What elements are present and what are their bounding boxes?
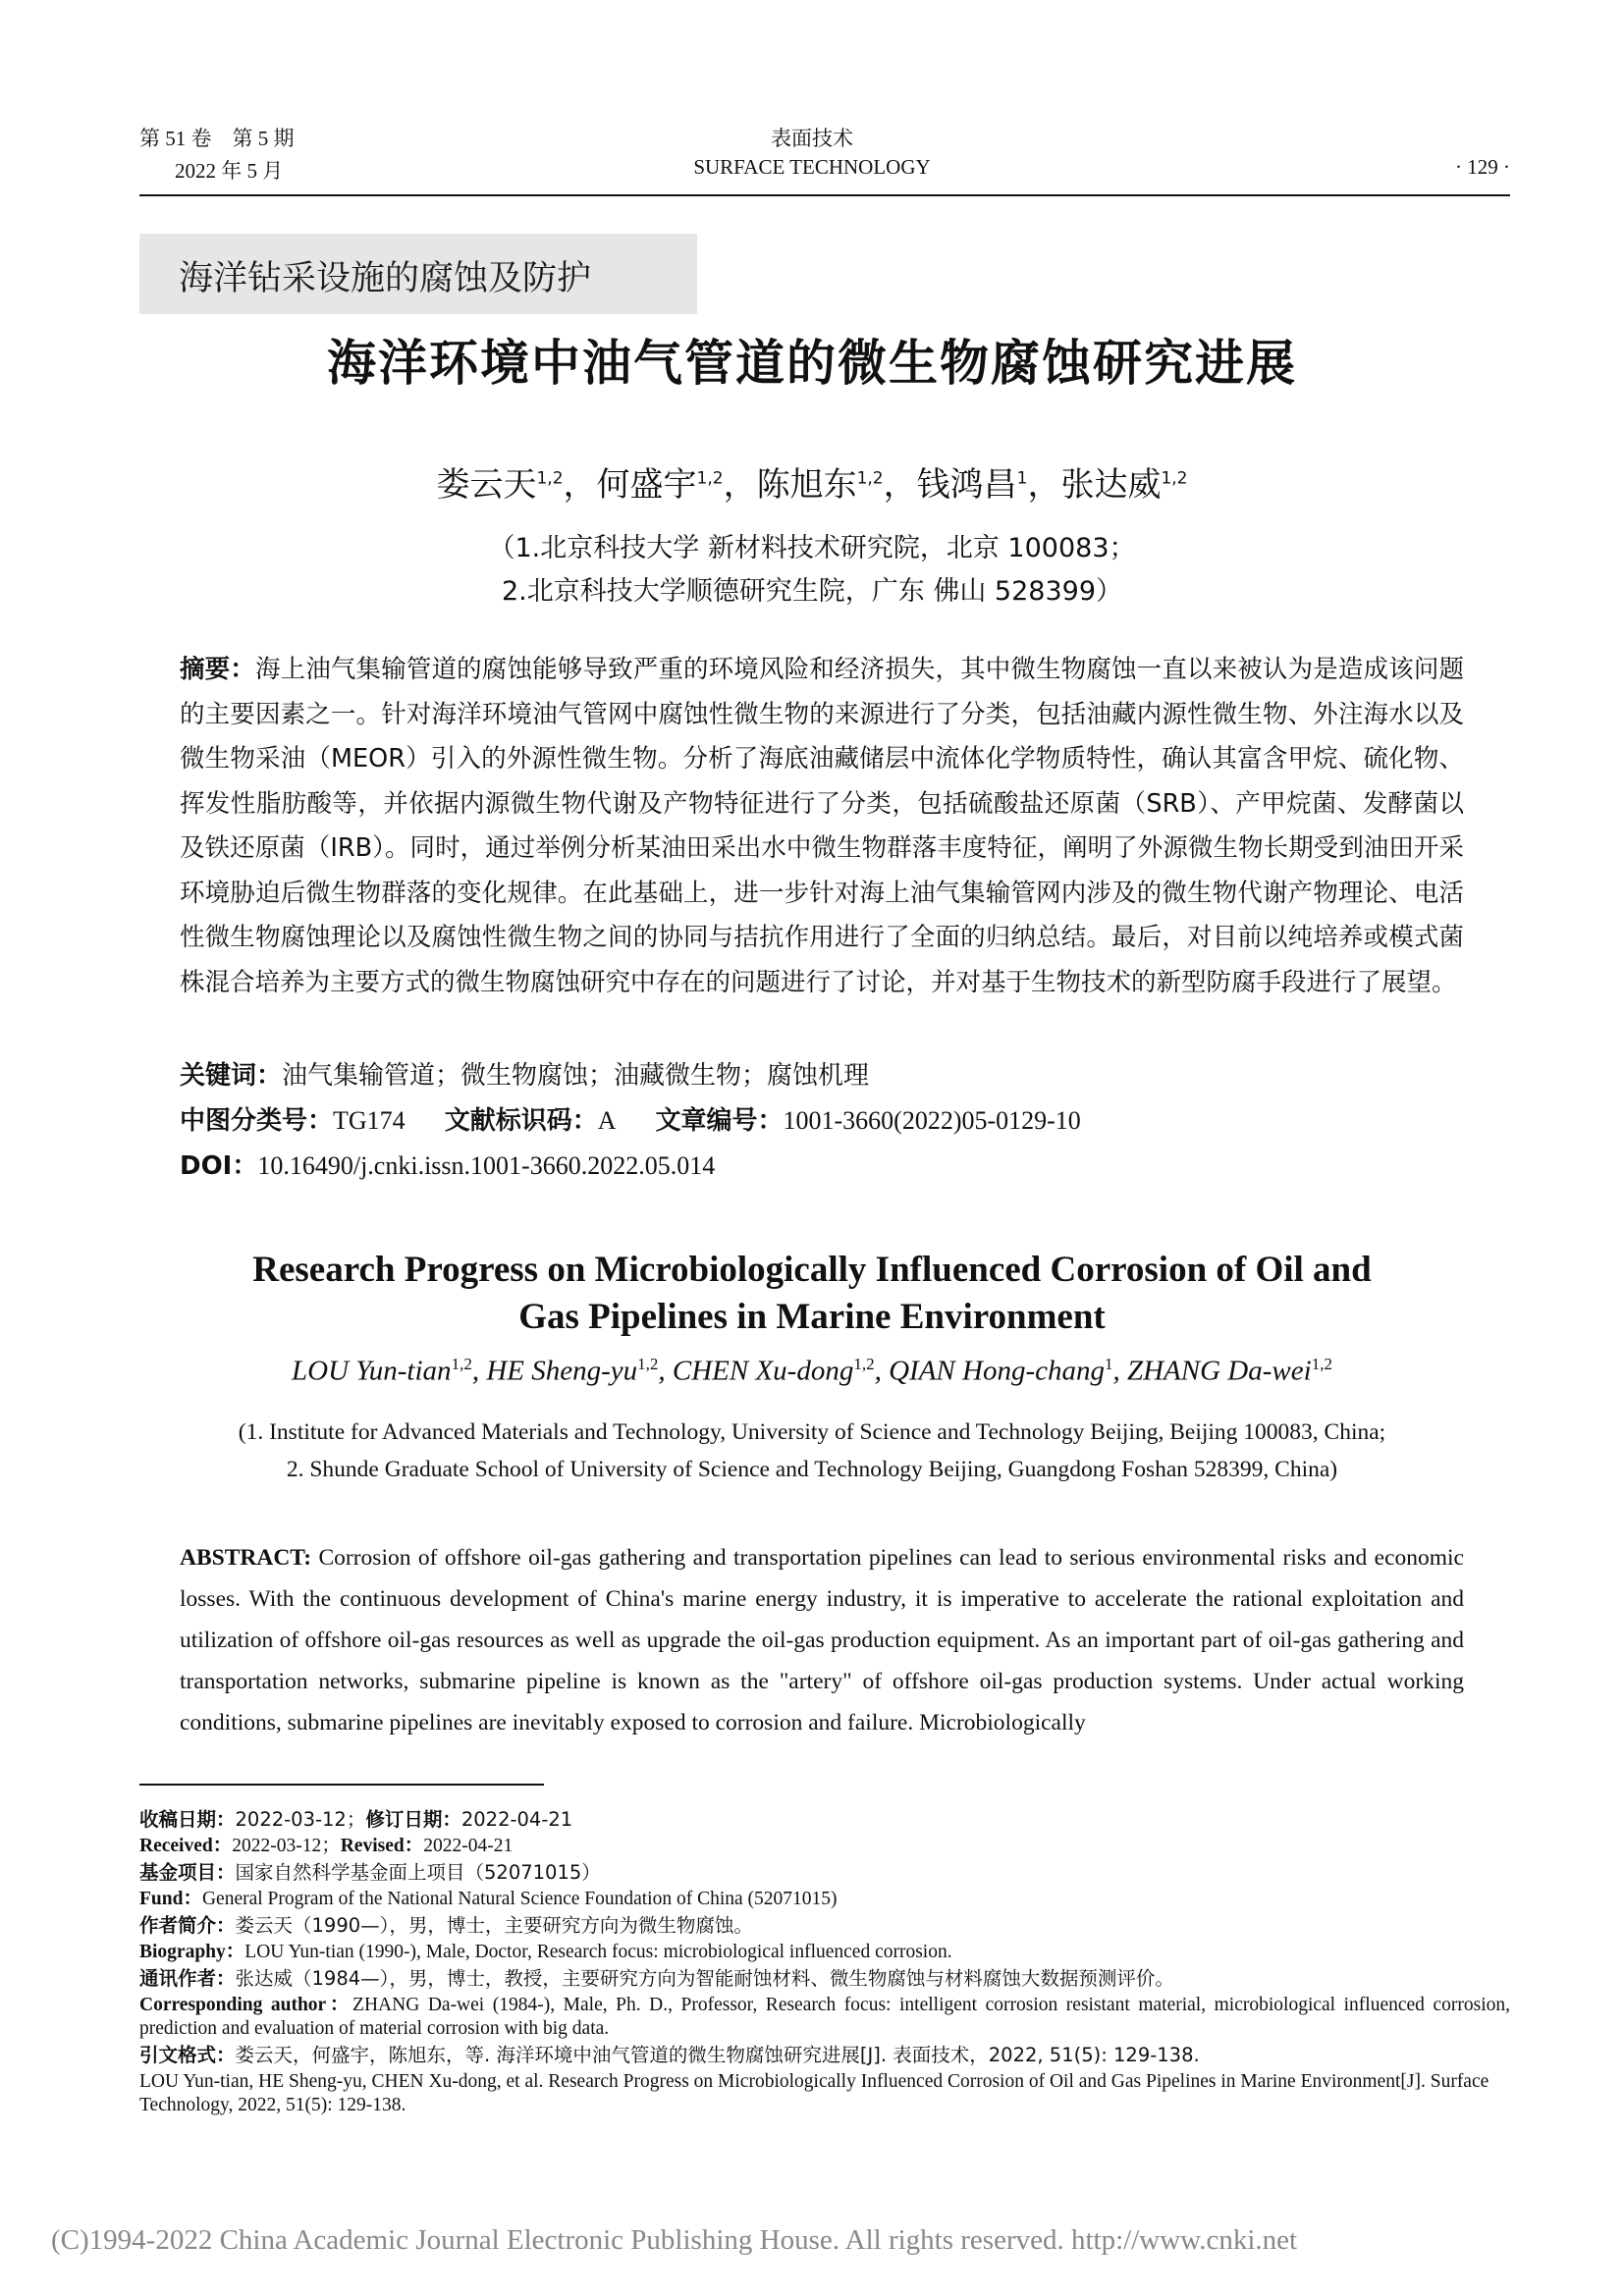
footnote-corresponding-cn: 通讯作者：张达威（1984—），男，博士，教授，主要研究方向为智能耐蚀材料、微生物腐蚀与材料腐蚀大数据预测评价。 — [139, 1967, 1174, 1990]
title-cn: 海洋环境中油气管道的微生物腐蚀研究进展 — [327, 335, 1297, 392]
footnote-rule — [139, 1784, 544, 1786]
footnote-corresponding-en: Corresponding author：ZHANG Da-wei (1984-), Male, Ph. D., Professor, Research focus: intelligent corrosion resistant material, microbiological influenced corrosion, prediction and evaluation of material corrosion with big data. — [139, 1995, 1510, 2039]
doi-label: DOI： — [180, 1151, 258, 1181]
abstract-en — [180, 1537, 1464, 1743]
author-en-affil: 1,2 — [1311, 1355, 1332, 1373]
author-cn: 娄云天 — [436, 465, 537, 505]
author-cn: 钱鸿昌 — [916, 465, 1017, 505]
author-en: QIAN Hong-chang — [889, 1355, 1105, 1387]
author-en: CHEN Xu-dong — [672, 1355, 854, 1387]
author-cn: 陈旭东 — [756, 465, 857, 505]
issue-date: 2022 年 5 月 — [175, 159, 284, 183]
author-en-affil: 1 — [1104, 1355, 1113, 1373]
journal-name-cn: 表面技术 — [771, 127, 853, 150]
affiliation-cn-2: 2.北京科技大学顺德研究生院，广东 佛山 528399） — [502, 576, 1122, 607]
article-number-label: 文章编号： — [655, 1106, 784, 1136]
author-cn: 何盛宇 — [596, 465, 697, 505]
doc-code-label: 文献标识码： — [444, 1106, 598, 1136]
keywords-cn-text: 油气集输管道；微生物腐蚀；油藏微生物；腐蚀机理 — [282, 1061, 870, 1091]
article-number-value: 1001-3660(2022)05-0129-10 — [783, 1106, 1081, 1135]
affiliation-en-1: (1. Institute for Advanced Materials and Technology, University of Science and Technology Beijing, Beijing 100083, China; — [238, 1419, 1386, 1445]
abstract-en-label: ABSTRACT: — [180, 1545, 312, 1571]
footnote-fund-en: Fund：General Program of the National Natural Science Foundation of China (52071015) — [139, 1889, 838, 1909]
header-rule — [139, 194, 1510, 196]
keywords-cn — [180, 1055, 869, 1092]
keywords-cn-label: 关键词： — [180, 1061, 283, 1091]
footnote-received-en: Received：2022-03-12；Revised：2022-04-21 — [139, 1836, 514, 1856]
footnote-received-cn: 收稿日期：2022-03-12；修订日期：2022-04-21 — [139, 1808, 573, 1831]
section-banner — [139, 234, 697, 314]
author-cn-affil: 1 — [1016, 468, 1028, 489]
abstract-en-text: Corrosion of offshore oil-gas gathering and transportation pipelines can lead to serious environmental risks and economic losses. With the continuous development of China's marine energy industry, it is imperative to accelerate the rational exploitation and utilization of offshore oil-gas resources as well as upgrade the oil-gas production equipment. As an important part of oil-gas gathering and transportation networks, submarine pipeline is known as the "artery" of offshore oil-gas production systems. Under actual working conditions, submarine pipelines are inevitably exposed to corrosion and failure. Microbiologically — [180, 1545, 1464, 1735]
author-cn-affil: 1,2 — [856, 468, 884, 489]
footnote-fund-cn: 基金项目：国家自然科学基金面上项目（52071015） — [139, 1861, 601, 1884]
affiliation-en-2: 2. Shunde Graduate School of University of Science and Technology Beijing, Guangdong Foshan 528399, China) — [286, 1457, 1338, 1482]
journal-name-en: SURFACE TECHNOLOGY — [693, 155, 931, 179]
author-cn: 张达威 — [1060, 465, 1162, 505]
author-cn-affil: 1,2 — [696, 468, 724, 489]
author-en-affil: 1,2 — [637, 1355, 659, 1373]
section-banner-text: 海洋钻采设施的腐蚀及防护 — [179, 259, 592, 298]
title-en-line-1: Research Progress on Microbiologically Influenced Corrosion of Oil and — [252, 1250, 1372, 1290]
doi-line — [180, 1146, 715, 1182]
title-en — [0, 1247, 1624, 1341]
footnote-citation-en: LOU Yun-tian, HE Sheng-yu, CHEN Xu-dong, et al. Research Progress on Microbiologically Influenced Corrosion of Oil and Gas Pipelines in Marine Environment[J]. Surface Technology, 2022, 51(5): 129-138. — [139, 2071, 1489, 2115]
clc-value: TG174 — [333, 1106, 406, 1135]
author-en: LOU Yun-tian — [292, 1355, 452, 1387]
authors-cn: 娄云天$^{1,2}$，何盛宇$^{1,2}$，陈旭东$^{1,2}$，钱鸿昌$^1$，张达威$^{1,2}$ — [436, 465, 1188, 505]
doi-value: 10.16490/j.cnki.issn.1001-3660.2022.05.014 — [257, 1151, 716, 1180]
affiliation-cn-1: （1.北京科技大学 新材料技术研究院，北京 100083； — [488, 533, 1136, 563]
author-en-affil: 1,2 — [853, 1355, 875, 1373]
page-number: · 129 · — [1455, 155, 1510, 179]
volume-issue: 第 51 卷 第 5 期 — [139, 127, 295, 150]
author-en: HE Sheng-yu — [486, 1355, 638, 1387]
abstract-cn-label: 摘要： — [180, 655, 255, 684]
abstract-cn-text: 海上油气集输管道的腐蚀能够导致严重的环境风险和经济损失，其中微生物腐蚀一直以来被认为是造成该问题的主要因素之一。针对海洋环境油气管网中腐蚀性微生物的来源进行了分类，包括油藏内源性微生物、外注海水以及微生物采油（MEOR）引入的外源性微生物。分析了海底油藏储层中流体化学物质特性，确认其富含甲烷、硫化物、挥发性脂肪酸等，并依据内源微生物代谢及产物特征进行了分类，包括硫酸盐还原菌（SRB）、产甲烷菌、发酵菌以及铁还原菌（IRB）。同时，通过举例分析某油田采出水中微生物群落丰度特征，阐明了外源微生物长期受到油田开采环境胁迫后微生物群落的变化规律。在此基础上，进一步针对海上油气集输管网内涉及的微生物代谢产物理论、电活性微生物腐蚀理论以及腐蚀性微生物之间的协同与拮抗作用进行了全面的归纳总结。最后，对目前以纯培养或模式菌株混合培养为主要方式的微生物腐蚀研究中存在的问题进行了讨论，并对基于生物技术的新型防腐手段进行了展望。 — [180, 655, 1464, 997]
copyright-notice: (C)1994-2022 China Academic Journal Electronic Publishing House. All rights reserved. http://www.cnki.net — [51, 2224, 1298, 2256]
abstract-cn — [180, 648, 1464, 1005]
author-en-affil: 1,2 — [451, 1355, 472, 1373]
doc-code-value: A — [597, 1106, 617, 1135]
footnote-bio-cn: 作者简介：娄云天（1990—），男，博士，主要研究方向为微生物腐蚀。 — [139, 1914, 753, 1937]
footnote-citation-cn: 引文格式：娄云天，何盛宇，陈旭东，等. 海洋环境中油气管道的微生物腐蚀研究进展[J]. 表面技术，2022, 51(5): 129-138. — [139, 2044, 1200, 2066]
author-cn-affil: 1,2 — [536, 468, 564, 489]
title-en-line-2: Gas Pipelines in Marine Environment — [518, 1297, 1106, 1337]
footnote-bio-en: Biography：LOU Yun-tian (1990-), Male, Doctor, Research focus: microbiological influenced corrosion. — [139, 1942, 952, 1962]
author-en: ZHANG Da-wei — [1126, 1355, 1312, 1387]
clc-label: 中图分类号： — [180, 1106, 334, 1136]
classification-line — [180, 1100, 1081, 1137]
author-cn-affil: 1,2 — [1161, 468, 1188, 489]
authors-en: LOU Yun-tian$^{1,2}$, HE Sheng-yu$^{1,2}$, CHEN Xu-dong$^{1,2}$, QIAN Hong-chang$^1$, ZHANG Da-wei$^{1,2}$ — [292, 1355, 1332, 1387]
